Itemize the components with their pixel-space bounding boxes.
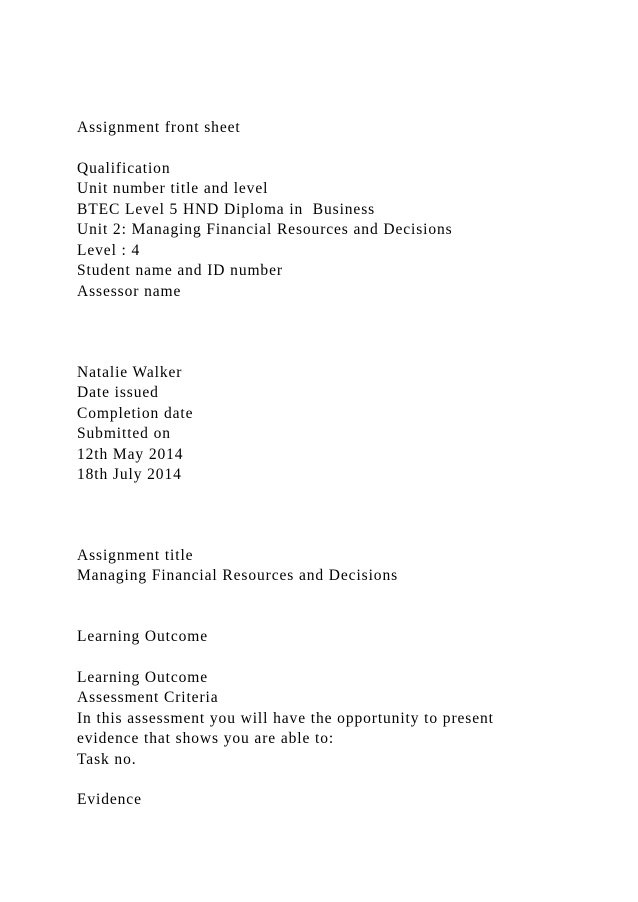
heading: Assignment front sheet <box>77 119 241 136</box>
student-label: Student name and ID number <box>77 262 283 279</box>
evidence-label: Evidence <box>77 791 142 808</box>
completion-date-value: 18th July 2014 <box>77 466 182 483</box>
instruction-line-1: In this assessment you will have the opportunity to present <box>77 710 494 727</box>
unit-label: Unit number title and level <box>77 180 269 197</box>
assessor-value: Natalie Walker <box>77 364 183 381</box>
unit-value: Unit 2: Managing Financial Resources and Decisions <box>77 221 453 238</box>
completion-date-label: Completion date <box>77 405 194 422</box>
date-issued-value: 12th May 2014 <box>77 446 184 463</box>
learning-outcome-heading: Learning Outcome <box>77 628 209 645</box>
task-no-label: Task no. <box>77 751 137 768</box>
assessment-criteria-label: Assessment Criteria <box>77 689 219 706</box>
assessor-label: Assessor name <box>77 283 182 300</box>
assignment-title-value: Managing Financial Resources and Decisions <box>77 567 399 584</box>
qualification-label: Qualification <box>77 160 171 177</box>
learning-outcome-label: Learning Outcome <box>77 669 209 686</box>
instruction-line-2: evidence that shows you are able to: <box>77 730 335 747</box>
date-issued-label: Date issued <box>77 384 159 401</box>
assignment-title-label: Assignment title <box>77 547 194 564</box>
level-value: Level : 4 <box>77 242 141 259</box>
submitted-on-label: Submitted on <box>77 425 171 442</box>
qualification-value: BTEC Level 5 HND Diploma in Business <box>77 201 376 218</box>
